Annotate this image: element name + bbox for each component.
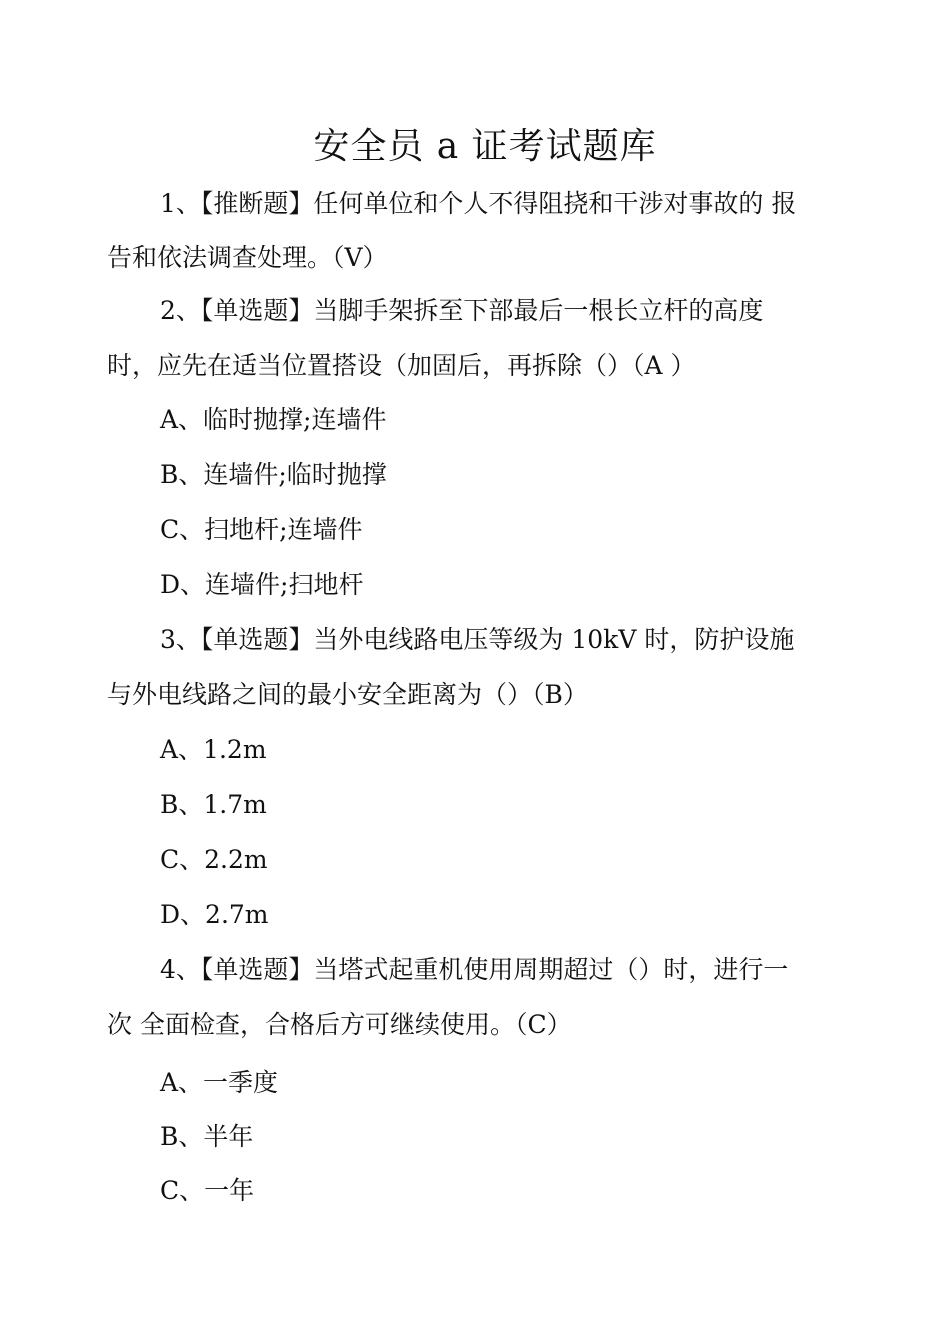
- question-2-line-1: 2、【单选题】当脚手架拆至下部最后一根长立杆的高度: [160, 296, 764, 325]
- question-3-line-2: 与外电线路之间的最小安全距离为（）（B）: [107, 680, 588, 709]
- question-3-option-d: D、2.7m: [160, 900, 269, 929]
- question-3-line-1: 3、【单选题】当外电线路电压等级为 10kV 时，防护设施: [160, 625, 795, 654]
- question-4-line-1: 4、【单选题】当塔式起重机使用周期超过（）时，进行一: [160, 955, 789, 984]
- question-4-option-b: B、半年: [160, 1122, 254, 1151]
- question-2-line-2: 时，应先在适当位置搭设（加固后，再拆除（）（A ）: [107, 351, 696, 380]
- question-2-option-a: A、临时抛撑;连墙件: [160, 405, 387, 434]
- question-1-line-1: 1、【推断题】任何单位和个人不得阻挠和干涉对事故的 报: [160, 189, 797, 218]
- question-1-line-2: 告和依法调查处理。（V）: [107, 243, 388, 272]
- question-2-option-b: B、连墙件;临时抛撑: [160, 460, 387, 489]
- question-3-option-a: A、1.2m: [160, 735, 267, 764]
- question-4-line-2: 次 全面检查，合格后方可继续使用。（C）: [107, 1010, 572, 1039]
- question-4-option-c: C、一年: [160, 1176, 255, 1205]
- question-4-option-a: A、一季度: [160, 1068, 279, 1097]
- question-3-option-c: C、2.2m: [160, 845, 268, 874]
- question-3-option-b: B、1.7m: [160, 790, 267, 819]
- document-title: 安全员 a 证考试题库: [313, 126, 657, 167]
- question-2-option-d: D、连墙件;扫地杆: [160, 570, 364, 599]
- question-2-option-c: C、扫地杆;连墙件: [160, 515, 363, 544]
